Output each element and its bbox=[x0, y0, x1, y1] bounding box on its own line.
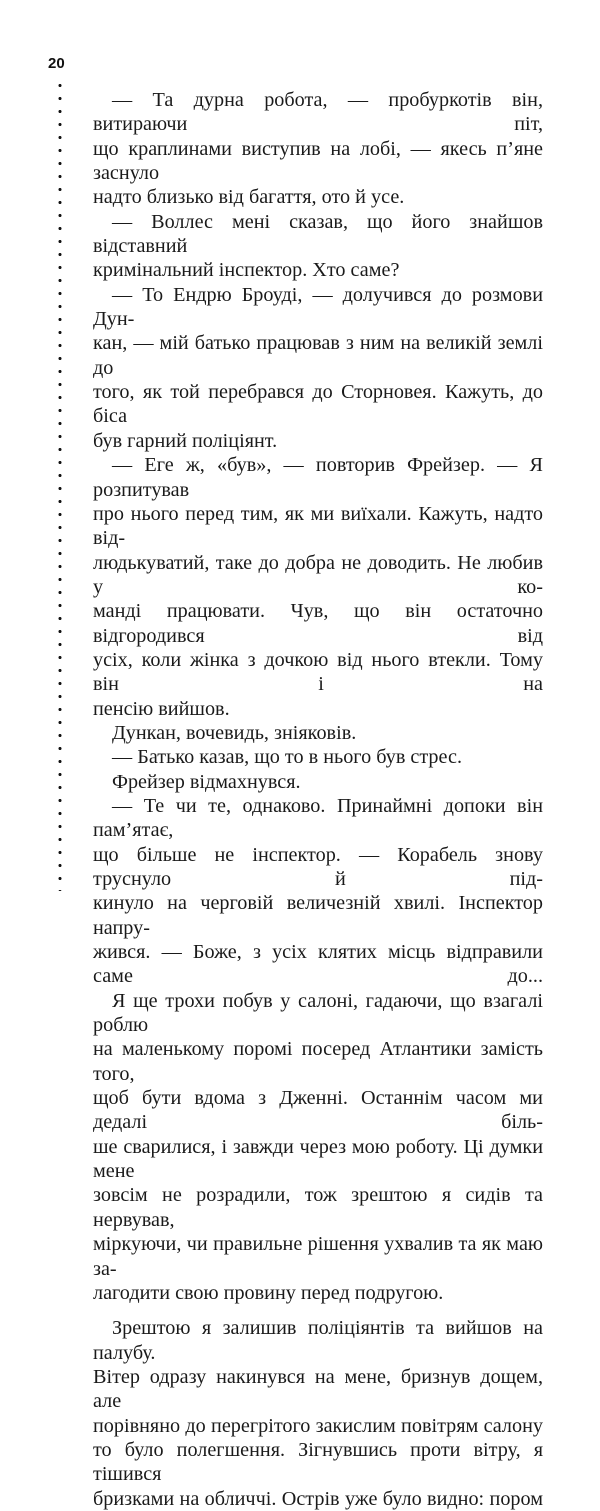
line: того, як той перебрався до Сторновея. Кажуть, до біса bbox=[93, 381, 543, 428]
line: — Воллес мені сказав, що його знайшов відставний bbox=[93, 210, 543, 258]
line: бризками на обличчі. Острів уже було видно: пором bbox=[93, 1487, 543, 1510]
line: був гарний поліціянт. bbox=[93, 429, 278, 452]
line: лагодити свою провину перед подругою. bbox=[93, 1281, 444, 1304]
line: жився. — Боже, з усіх клятих місць відправили саме до... bbox=[93, 941, 543, 988]
body-text bbox=[93, 88, 543, 1511]
line: на маленькому поромі посеред Атлантики замість того, bbox=[93, 1038, 543, 1085]
line: — Батько казав, що то в нього був стрес. bbox=[112, 746, 462, 769]
line: Фрейзер відмахнувся. bbox=[112, 770, 301, 793]
line: — Еге ж, «був», — повторив Фрейзер. — Я розпитував bbox=[93, 454, 543, 501]
line: усіх, коли жінка з дочкою від нього втекли. Тому він і на bbox=[93, 648, 543, 696]
line: що більше не інспектор. — Корабель знову труснуло й під- bbox=[93, 843, 543, 890]
dotted-margin-rule bbox=[58, 79, 62, 891]
line: зовсім не розрадили, тож зрештою я сидів та нервував, bbox=[93, 1184, 543, 1231]
line: кримінальний інспектор. Хто саме? bbox=[93, 259, 400, 282]
line: міркуючи, чи правильне рішення ухвалив та як маю за- bbox=[93, 1233, 543, 1280]
line: Вітер одразу накинувся на мене, бризнув дощем, але bbox=[93, 1365, 543, 1413]
line: порівняно до перегрітого закислим повітрям салону bbox=[93, 1414, 543, 1437]
line: — Та дурна робота, — пробуркотів він, витираючи піт, bbox=[93, 89, 543, 136]
line: то було полегшення. Зігнувшись проти вітру, я тішився bbox=[93, 1438, 543, 1486]
line: людькуватий, таке до добра не доводить. Не любив у ко- bbox=[93, 551, 543, 598]
line: кан, — мій батько працював з ним на великій землі до bbox=[93, 332, 543, 379]
line: пенсію вийшов. bbox=[93, 697, 230, 720]
line: Я ще трохи побув у салоні, гадаючи, що взагалі роблю bbox=[93, 989, 543, 1037]
line: про нього перед тим, як ми виїхали. Кажуть, надто від- bbox=[93, 502, 543, 550]
line: — Те чи те, однаково. Принаймні допоки він пам’ятає, bbox=[93, 794, 543, 842]
line: що краплинами виступив на лобі, — якесь п’яне заснуло bbox=[93, 137, 543, 185]
line: — То Ендрю Броуді, — долучився до розмови Дун- bbox=[93, 283, 543, 331]
line: Зрештою я залишив поліціянтів та вийшов на палубу. bbox=[93, 1317, 543, 1364]
line: щоб бути вдома з Дженні. Останнім часом ми дедалі біль- bbox=[93, 1087, 543, 1134]
line: надто близько від багаття, ото й усе. bbox=[93, 186, 405, 209]
line: Дункан, вочевидь, зніяковів. bbox=[112, 721, 357, 744]
line: ше сварилися, і завжди через мою роботу. Ці думки мене bbox=[93, 1135, 543, 1183]
page-number: 20 bbox=[48, 55, 65, 72]
line: кинуло на черговій величезній хвилі. Інспектор напру- bbox=[93, 892, 543, 939]
line: манді працювати. Чув, що він остаточно відгородився від bbox=[93, 600, 543, 647]
